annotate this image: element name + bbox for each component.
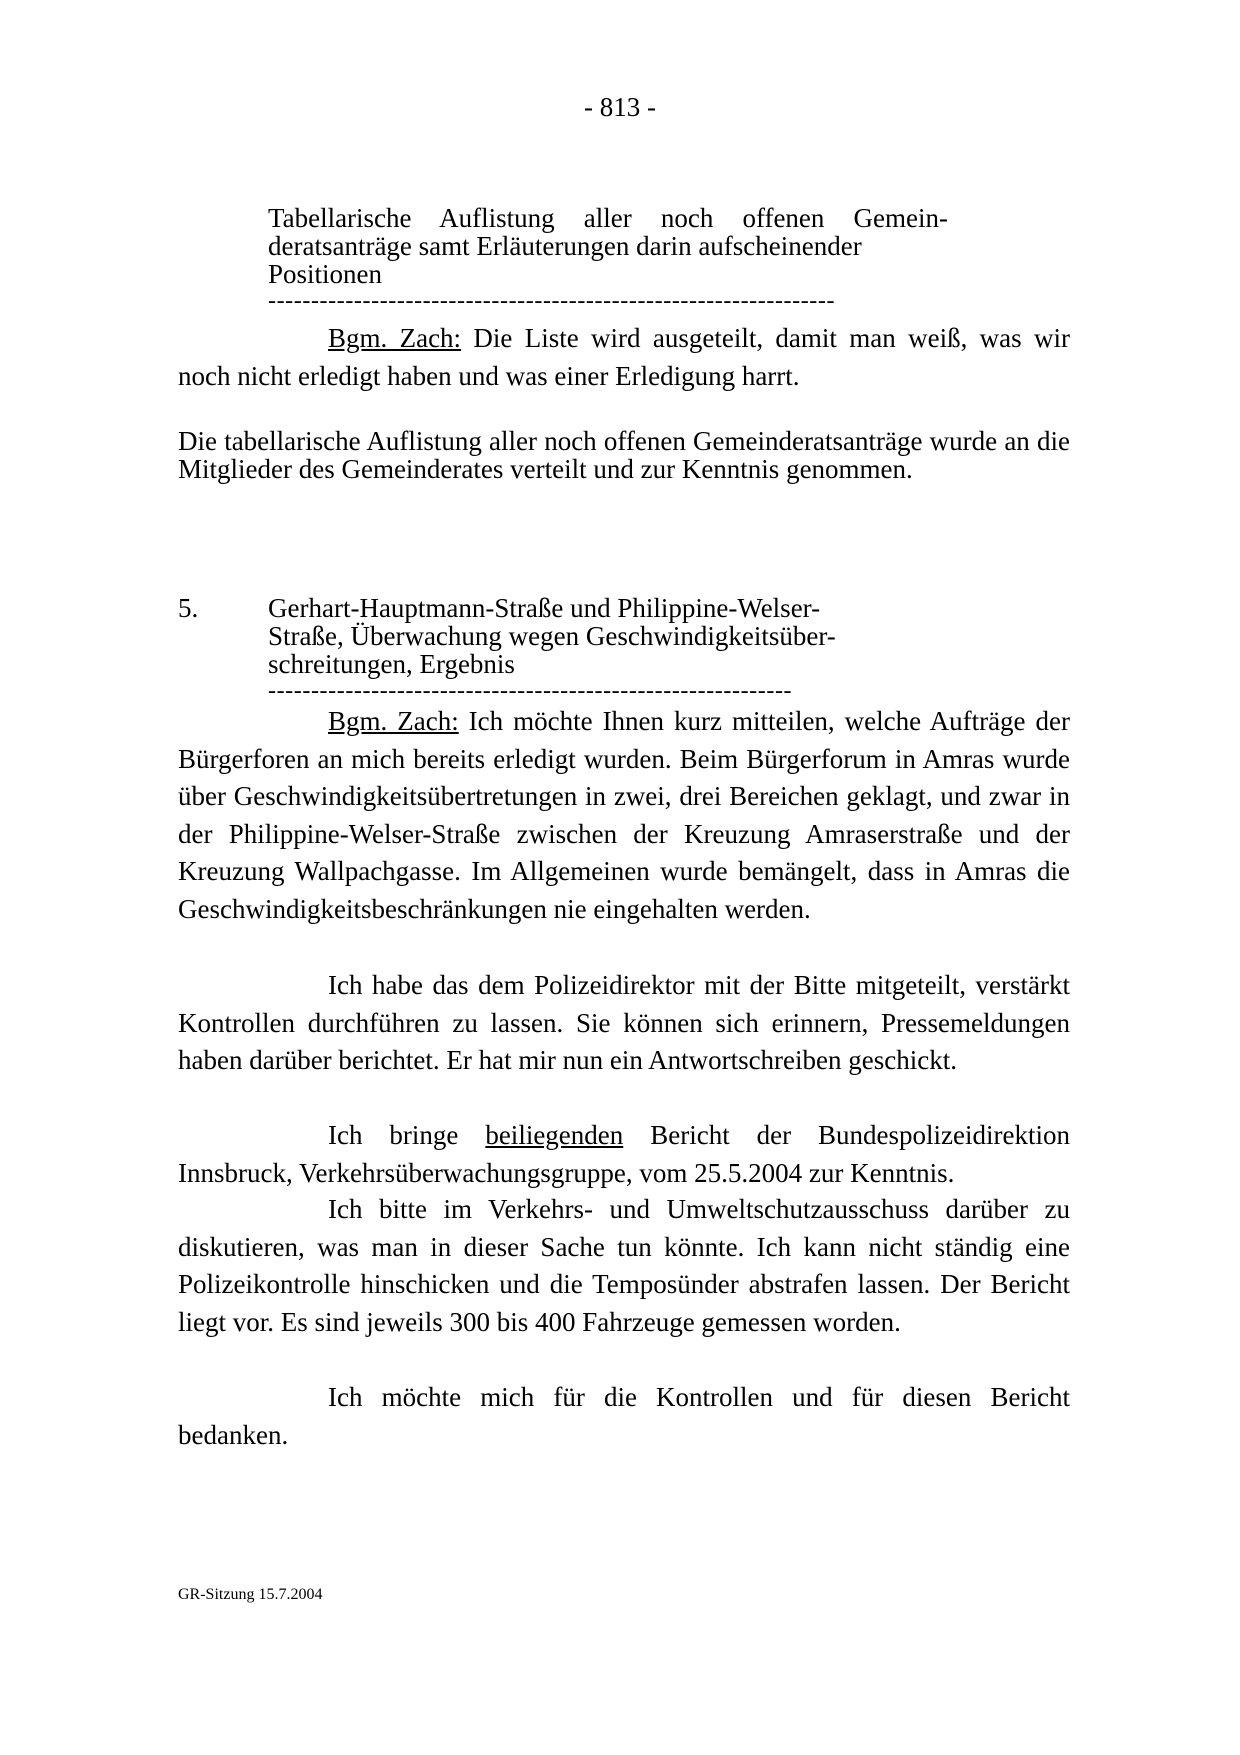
section-a-heading-line: Positionen: [268, 259, 383, 289]
paragraph-text: Ich bitte im Verkehrs- und Umweltschutzausschuss darüber zu diskutieren, was man in dieser Sache tun könnte. Ich kann nicht ständig eine Polizeikontrolle hinschicken und die Temposünder abstrafen lassen. Der Bericht liegt vor. Es sind jeweils 300 bis 400 Fahrzeuge gemessen worden.: [178, 1194, 1070, 1337]
section-5-paragraph-4: [178, 1191, 1070, 1341]
section-5-paragraph-3: [178, 1117, 1070, 1192]
section-a-heading: [268, 204, 948, 312]
section-a-divider: ------------------------------------------------------------------: [268, 288, 836, 314]
section-5-heading-line: Gerhart-Hauptmann-Straße und Philippine-Welser-: [268, 593, 821, 623]
section-5-heading-line: schreitungen, Ergebnis: [268, 649, 515, 679]
section-5-paragraph-1: [178, 703, 1070, 928]
paragraph-text: Bericht der Bundespolizeidirektion Innsbruck, Verkehrsüberwachungsgruppe, vom 25.5.2004 zur Kenntnis.: [178, 1120, 1070, 1188]
page-number: - 813 -: [584, 92, 656, 122]
section-a-heading-line: deratsanträge samt Erläuterungen darin aufscheinender: [268, 231, 862, 261]
underlined-word: beiliegenden: [485, 1120, 624, 1150]
speaker-label: Bgm. Zach:: [328, 323, 462, 353]
section-5-paragraph-2: [178, 967, 1070, 1080]
statement-text: Die Liste wird ausgeteilt, damit man weiß, was wir noch nicht erledigt haben und was einer Erledigung harrt.: [178, 323, 1070, 391]
section-a-statement: [178, 320, 1070, 395]
paragraph-text: Ich bringe: [328, 1120, 486, 1150]
section-a-resolution: Die tabellarische Auflistung aller noch offenen Gemeinderatsanträge wurde an die Mitglieder des Gemeinderates verteilt und zur Kenntnis genommen.: [178, 426, 1070, 484]
paragraph-text: Ich möchte mich für die Kontrollen und für diesen Bericht bedanken.: [178, 1382, 1070, 1450]
paragraph-text: Ich habe das dem Polizeidirektor mit der Bitte mitgeteilt, verstärkt Kontrollen durchführen zu lassen. Sie können sich erinnern, Pressemeldungen haben darüber berichtet. Er hat mir nun ein Antwortschreiben geschickt.: [178, 970, 1070, 1075]
footer: GR-Sitzung 15.7.2004: [178, 1586, 323, 1603]
section-a-heading-line: Tabellarische Auflistung aller noch offenen Gemein-: [268, 203, 948, 233]
section-5-paragraph-5: [178, 1379, 1070, 1454]
paragraph-text: Ich möchte Ihnen kurz mitteilen, welche Aufträge der Bürgerforen an mich bereits erledigt wurden. Beim Bürgerforum in Amras wurde über Geschwindigkeitsübertretungen in zwei, drei Bereichen geklagt, und zwar in der Philippine-Welser-Straße zwischen der Kreuzung Amraserstraße und der Kreuzung Wallpachgasse. Im Allgemeinen wurde bemängelt, dass in Amras die Geschwindigkeitsbeschränkungen nie eingehalten werden.: [178, 706, 1070, 924]
section-5-heading: [268, 594, 908, 702]
section-5-heading-line: Straße, Überwachung wegen Geschwindigkeitsüber-: [268, 621, 836, 651]
item-number: 5.: [178, 593, 199, 623]
section-5-divider: -------------------------------------------------------------: [268, 678, 793, 704]
speaker-label: Bgm. Zach:: [328, 706, 459, 736]
